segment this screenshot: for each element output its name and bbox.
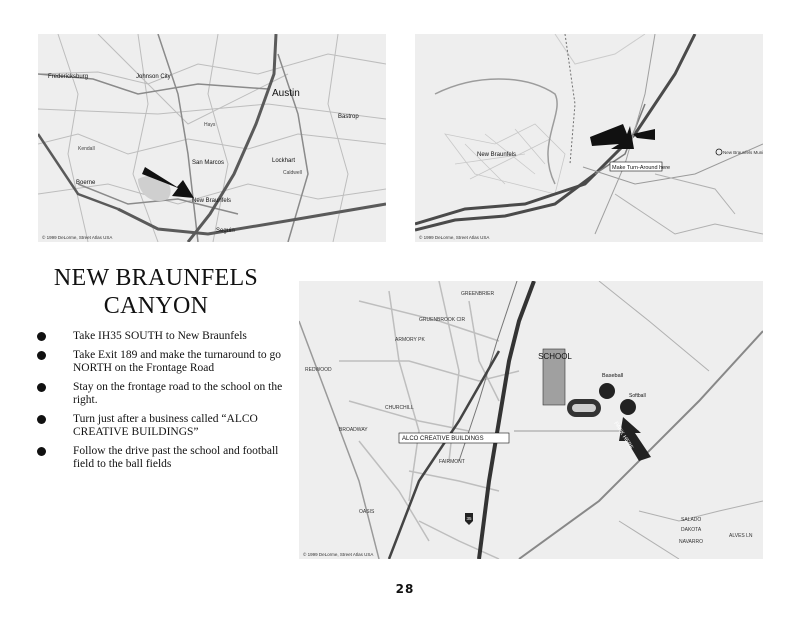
school-map[interactable]	[299, 281, 763, 559]
place-seguin: Seguin	[216, 228, 235, 234]
street-broadway: BROADWAY	[339, 427, 368, 433]
place-san-marcos: San Marcos	[192, 160, 225, 166]
direction-step-2	[36, 349, 286, 375]
school-label: SCHOOL	[538, 352, 572, 361]
street-redwood: REDWOOD	[305, 367, 332, 373]
title-line-2: CANYON	[103, 293, 209, 319]
direction-text: Take IH35 SOUTH to New Braunfels	[73, 330, 247, 342]
direction-step-5	[36, 445, 286, 471]
direction-text: Turn just after a business called “ALCO CREATIVE BUILDINGS”	[73, 413, 258, 438]
place-fredericksburg: Fredericksburg	[48, 74, 89, 80]
street-armory: ARMORY PK	[395, 337, 425, 343]
map-copyright: © 1999 DeLorme, Street Atlas USA	[419, 235, 490, 240]
direction-text: Stay on the frontage road to the school on the right.	[73, 381, 283, 406]
turnaround-note: Make Turn-Around here	[612, 165, 671, 171]
street-churchill: CHURCHILL	[385, 405, 414, 411]
town-map[interactable]	[415, 34, 763, 242]
direction-step-3	[36, 381, 286, 407]
bullet-icon	[37, 332, 46, 341]
direction-text: Follow the drive past the school and football field to the ball fields	[73, 445, 279, 470]
map-copyright: © 1999 DeLorme, Street Atlas USA	[42, 235, 113, 240]
place-bastrop: Bastrop	[338, 114, 359, 120]
softball-label: Softball	[629, 393, 646, 399]
town-label: New Braunfels	[477, 152, 517, 158]
regional-map[interactable]	[38, 34, 386, 242]
street-dakota: DAKOTA	[681, 527, 702, 533]
place-boerne: Boerne	[76, 180, 96, 186]
street-salado: SALADO	[681, 517, 702, 523]
street-navarro: NAVARRO	[679, 539, 703, 545]
place-austin: Austin	[272, 88, 300, 99]
direction-step-4	[36, 413, 286, 439]
baseball-label: Baseball	[602, 373, 624, 379]
bullet-icon	[37, 383, 46, 392]
park-here-label: PARK HERE	[612, 420, 635, 451]
svg-text:35: 35	[466, 516, 472, 521]
street-greenbrier: GREENBRIER	[461, 291, 495, 297]
bullet-icon	[37, 415, 46, 424]
place-new-braunfels: New Braunfels	[192, 198, 232, 204]
airport-label: New Braunfels Muni	[723, 150, 763, 155]
street-fairmont: FAIRMONT	[439, 459, 465, 465]
place-lockhart: Lockhart	[272, 158, 296, 164]
page-number: 28	[395, 582, 415, 596]
page-title	[40, 264, 272, 320]
bullet-icon	[37, 447, 46, 456]
street-alves: ALVES LN	[729, 533, 753, 539]
alco-label: ALCO CREATIVE BUILDINGS	[402, 436, 484, 442]
direction-step-1	[36, 330, 286, 343]
place-caldwell: Caldwell	[283, 170, 302, 176]
place-johnson-city: Johnson City	[136, 74, 171, 80]
street-oasis: OASIS	[359, 509, 375, 515]
title-line-1: NEW BRAUNFELS	[53, 265, 259, 291]
bullet-icon	[37, 351, 46, 360]
directions-list	[36, 330, 286, 477]
place-hays: Hays	[204, 122, 216, 128]
place-kendall: Kendall	[78, 146, 95, 152]
street-gruenbrook: GRUENBROOK CIR	[419, 317, 466, 323]
direction-text: Take Exit 189 and make the turnaround to go NORTH on the Frontage Road	[73, 349, 282, 374]
map-copyright: © 1999 DeLorme, Street Atlas USA	[303, 552, 374, 557]
